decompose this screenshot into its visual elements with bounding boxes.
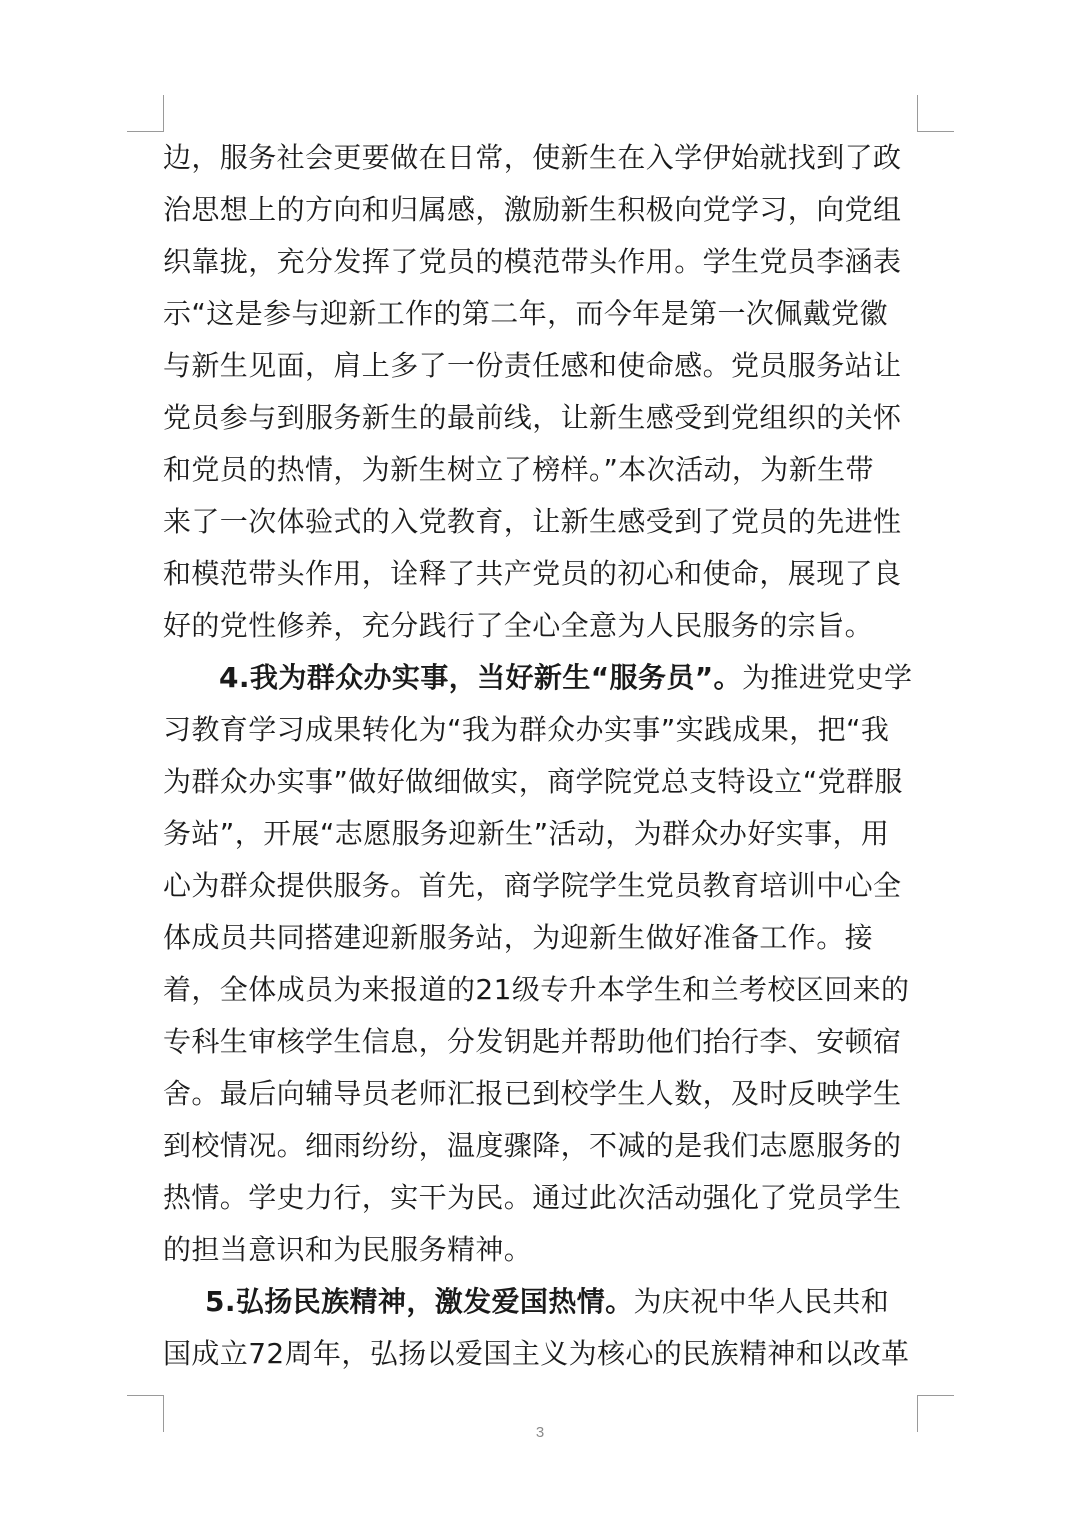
text-line: 务站”，开展“志愿服务迎新生”活动，为群众办好实事，用: [163, 817, 890, 850]
section-heading: 4.我为群众办实事，当好新生“服务员”。: [219, 661, 742, 694]
text-line: 热情。学史力行，实干为民。通过此次活动强化了党员学生: [163, 1181, 902, 1214]
text-line: 体成员共同搭建迎新服务站，为迎新生做好准备工作。接: [163, 921, 874, 954]
text-run: 为庆祝中华人民共和: [633, 1285, 890, 1318]
paragraph-section-5: [163, 1276, 923, 1380]
text-line: 国成立72周年，弘扬以爱国主义为核心的民族精神和以改革: [163, 1337, 910, 1370]
text-line: 习教育学习成果转化为“我为群众办实事”实践成果，把“我: [163, 713, 890, 746]
crop-mark-top-left: [127, 95, 164, 132]
paragraph-continuation: [163, 132, 923, 652]
section-heading: 5.弘扬民族精神，激发爱国热情。: [205, 1285, 634, 1318]
text-line: 织靠拢，充分发挥了党员的模范带头作用。学生党员李涵表: [163, 245, 902, 278]
document-body: [163, 132, 923, 1380]
text-line: 为群众办实事”做好做细做实，商学院党总支特设立“党群服: [163, 765, 903, 798]
text-line: 来了一次体验式的入党教育，让新生感受到了党员的先进性: [163, 505, 902, 538]
text-line: 示“这是参与迎新工作的第二年，而今年是第一次佩戴党徽: [163, 297, 888, 330]
text-line: 治思想上的方向和归属感，激励新生积极向党学习，向党组: [163, 193, 902, 226]
text-line: [163, 1276, 923, 1328]
text-line: 专科生审核学生信息，分发钥匙并帮助他们抬行李、安顿宿: [163, 1025, 902, 1058]
text-line: 的担当意识和为民服务精神。: [163, 1233, 533, 1266]
text-line: 舍。最后向辅导员老师汇报已到校学生人数，及时反映学生: [163, 1077, 902, 1110]
text-line: 着，全体成员为来报道的21级专升本学生和兰考校区回来的: [163, 973, 910, 1006]
text-line: 好的党性修养，充分践行了全心全意为人民服务的宗旨。: [163, 609, 874, 642]
paragraph-section-4: [163, 652, 923, 1276]
text-line: 和党员的热情，为新生树立了榜样。”本次活动，为新生带: [163, 453, 874, 486]
crop-mark-top-right: [917, 95, 954, 132]
text-line: 边，服务社会更要做在日常，使新生在入学伊始就找到了政: [163, 141, 902, 174]
text-line: 到校情况。细雨纷纷，温度骤降，不减的是我们志愿服务的: [163, 1129, 902, 1162]
text-line: 和模范带头作用，诠释了共产党员的初心和使命，展现了良: [163, 557, 902, 590]
text-line: 心为群众提供服务。首先，商学院学生党员教育培训中心全: [163, 869, 902, 902]
page-number: 3: [535, 1424, 545, 1441]
text-line: [163, 652, 923, 704]
text-run: 为推进党史学: [741, 661, 913, 694]
text-line: 与新生见面，肩上多了一份责任感和使命感。党员服务站让: [163, 349, 902, 382]
text-line: 党员参与到服务新生的最前线，让新生感受到党组织的关怀: [163, 401, 902, 434]
